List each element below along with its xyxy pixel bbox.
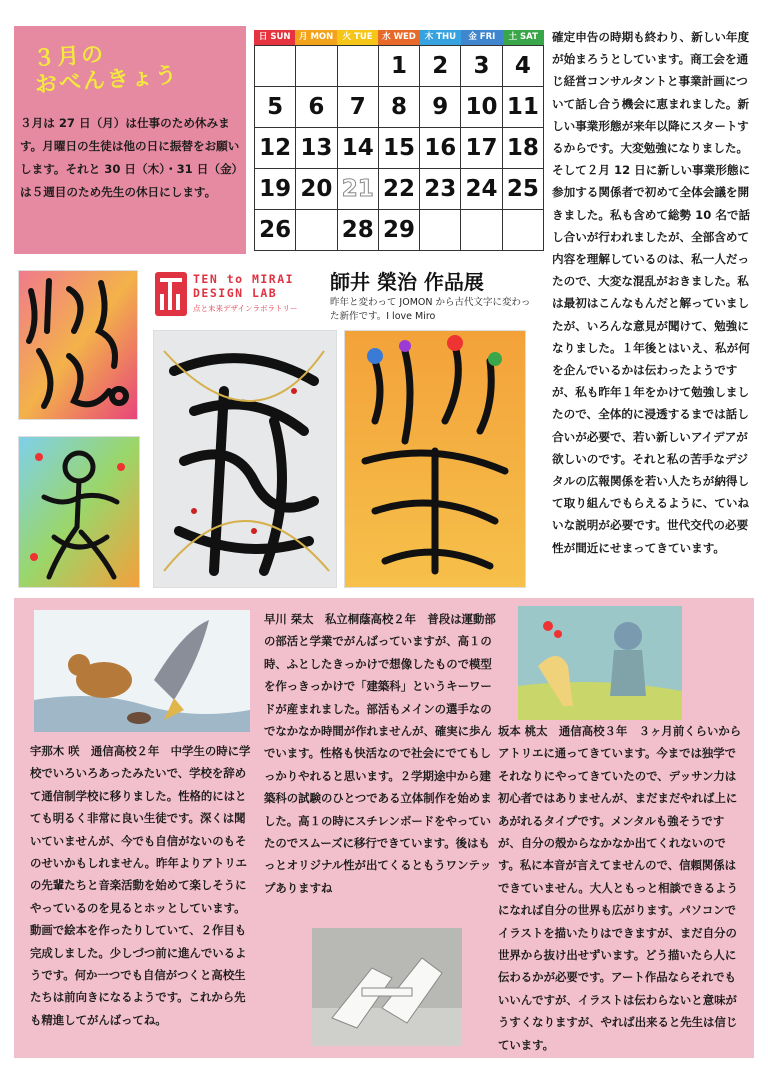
calendar-day-cell: 10 (461, 87, 502, 128)
calendar-day-header: 火 TUE (337, 30, 378, 45)
notice-body: ３月は 27 日（月）は仕事のため休みます。月曜日の生徒は他の日に振替をお願いします。それと 30 日（木）・31 日（金）は５週目のため先生の休日にします。 (20, 116, 244, 199)
calendar-day-cell: 22 (379, 169, 420, 210)
calendar-day-header: 水 WED (378, 30, 419, 45)
calendar-day-header: 日 SUN (254, 30, 295, 45)
calendar-day-cell: 28 (338, 210, 379, 251)
calendar-day-cell (503, 210, 544, 251)
calendar-day-cell: 4 (503, 46, 544, 87)
calendar-day-cell: 17 (461, 128, 502, 169)
calendar-day-cell: 20 (296, 169, 337, 210)
calendar-day-cell: 7 (338, 87, 379, 128)
calendar-day-cell: 24 (461, 169, 502, 210)
calendar-day-header: 土 SAT (503, 30, 544, 45)
calendar-day-header: 金 FRI (461, 30, 502, 45)
calendar-day-cell: 23 (420, 169, 461, 210)
calendar-day-cell: 18 (503, 128, 544, 169)
logo-mark-icon (155, 272, 187, 316)
calendar-day-cell: 3 (461, 46, 502, 87)
calendar (254, 30, 544, 256)
logo-line3: 点と未来デザインラボラトリー (193, 304, 298, 313)
calendar-day-cell (255, 46, 296, 87)
calendar-day-cell: 5 (255, 87, 296, 128)
calendar-day-cell (296, 46, 337, 87)
artwork-2 (18, 436, 140, 588)
notice-title: ３月の おべんきょう (32, 42, 180, 98)
artwork-1 (18, 270, 138, 420)
calendar-day-cell: 21 (338, 169, 379, 210)
student-model-photo (312, 928, 462, 1046)
calendar-day-cell (420, 210, 461, 251)
exhibit-title: 師井 榮治 作品展 (330, 270, 484, 294)
logo-line1: TEN to MIRAI (193, 272, 295, 286)
calendar-day-cell (461, 210, 502, 251)
student-1-text: 宇那木 咲 通信高校２年 中学生の時に学校でいろいろあったみたいで、学校を辞めて通信制学校に移りました。性格的にはとても明るく非常に良い生徒です。深くは聞いていませんが、今でも自信がないのもそのせいかもしれません。昨年よりアトリエの先輩たちと音楽活動を始めて楽しそうにやっているのを見るとホッとしています。動画で絵本を作ったりしていて、２作目も完成しました。少しづつ前に進んでいるようです。何か一つでも自信がつくと高校生たちは前向きになるようです。これから先も精進してがんばってね。 (30, 744, 251, 1027)
calendar-day-cell: 8 (379, 87, 420, 128)
calendar-grid (254, 45, 544, 251)
calendar-day-cell: 11 (503, 87, 544, 128)
calendar-day-cell: 9 (420, 87, 461, 128)
calendar-day-cell (296, 210, 337, 251)
notice-box (14, 26, 246, 254)
calendar-day-header: 木 THU (420, 30, 461, 45)
calendar-day-cell: 25 (503, 169, 544, 210)
calendar-day-cell (338, 46, 379, 87)
artwork-4 (344, 330, 526, 588)
calendar-day-cell: 1 (379, 46, 420, 87)
calendar-day-header: 月 MON (295, 30, 336, 45)
calendar-day-cell: 15 (379, 128, 420, 169)
artwork-3 (153, 330, 337, 588)
exhibit-description: 昨年と変わって JOMON から古代文字に変わった新作です。I love Miro (330, 297, 531, 322)
calendar-day-cell: 16 (420, 128, 461, 169)
calendar-day-cell: 26 (255, 210, 296, 251)
student-artwork-skeleton (518, 606, 682, 720)
calendar-day-cell: 29 (379, 210, 420, 251)
calendar-day-cell: 2 (420, 46, 461, 87)
calendar-day-cell: 6 (296, 87, 337, 128)
calendar-day-cell: 12 (255, 128, 296, 169)
ten-to-mirai-logo (155, 272, 323, 318)
student-2-text: 早川 栞太 私立桐蔭高校２年 普段は運動部の部活と学業でがんばっていますが、高１の時、ふとしたきっかけで想像したもので模型を作っきっかけで「建築科」というキーワードが産まれました。部活もメインの選手なのでなかなか時間が作れませんが、確実に歩んでいます。性格も快活なので社会にでてもしっかりやれると思います。２学期途中から建築科の試験のひとつである立体制作を始めました。高１の時にスチレンボードをやっていたのでスムーズに移行できています。後はもっとオリジナル性が出てくるともうワンテップありますね (264, 612, 496, 895)
calendar-day-cell: 14 (338, 128, 379, 169)
calendar-day-cell: 13 (296, 128, 337, 169)
calendar-header (254, 30, 544, 45)
student-artwork-bear-fish (34, 610, 250, 732)
column-text: 確定申告の時期も終わり、新しい年度が始まろうとしています。商工会を通じ経営コンサルタントと事業計画について話し合う機会に恵まれました。新しい事業形態が来年以降にスタートするからです。大変勉強になりました。そして２月 12 日に新しい事業形態に参加する関係者で初めて全体会議を開きました。私も含めて総勢 10 名で話し合いが行われましたが、全部含めて内容を理解しているのは、私一人だったので、大変な混乱がおきました。私は最初はこんなもんだと解っていましたが、いろんな意見が聞けて、勉強になりました。１年後とはいえ、私が何を企んでいるかは伝わったようですが、私も昨年１年をかけて勉強しましたので、全体的に浸透するまでは話し合いが必要で、若い新しいアイデアが欲しいのです。それと私の苦手なデジタルの広報関係を若い人たちが納得して取り組んでもらえるように、ていねいな説明が必要です。世代交代の必要性が間近にせまってきています。 (552, 30, 751, 555)
calendar-day-cell: 19 (255, 169, 296, 210)
logo-line2: DESIGN LAB (193, 286, 278, 300)
student-3-text: 坂本 桃太 通信高校３年 ３ヶ月前くらいからアトリエに通ってきています。今までは独学でそれなりにやってきていたので、デッサン力は初心者ではありませんが、まだまだやれば上にあがれるタイプです。メンタルも強そうですが、自分の殻からなかなか出てくれないのです。私に本音が言えてませんので、信頼関係はできていません。大人ともっと相談できるようになれば自分の世界も広がります。パソコンでイラストを描いたりはできますが、まだ自分の世界から抜け出せずいます。どう描いたら人に伝わるかが必要です。アート作品ならそれでもいいんですが、イラストは伝わらないと意味がうすくなりますが、やれば出来ると先生は信じています。 (498, 724, 742, 1052)
